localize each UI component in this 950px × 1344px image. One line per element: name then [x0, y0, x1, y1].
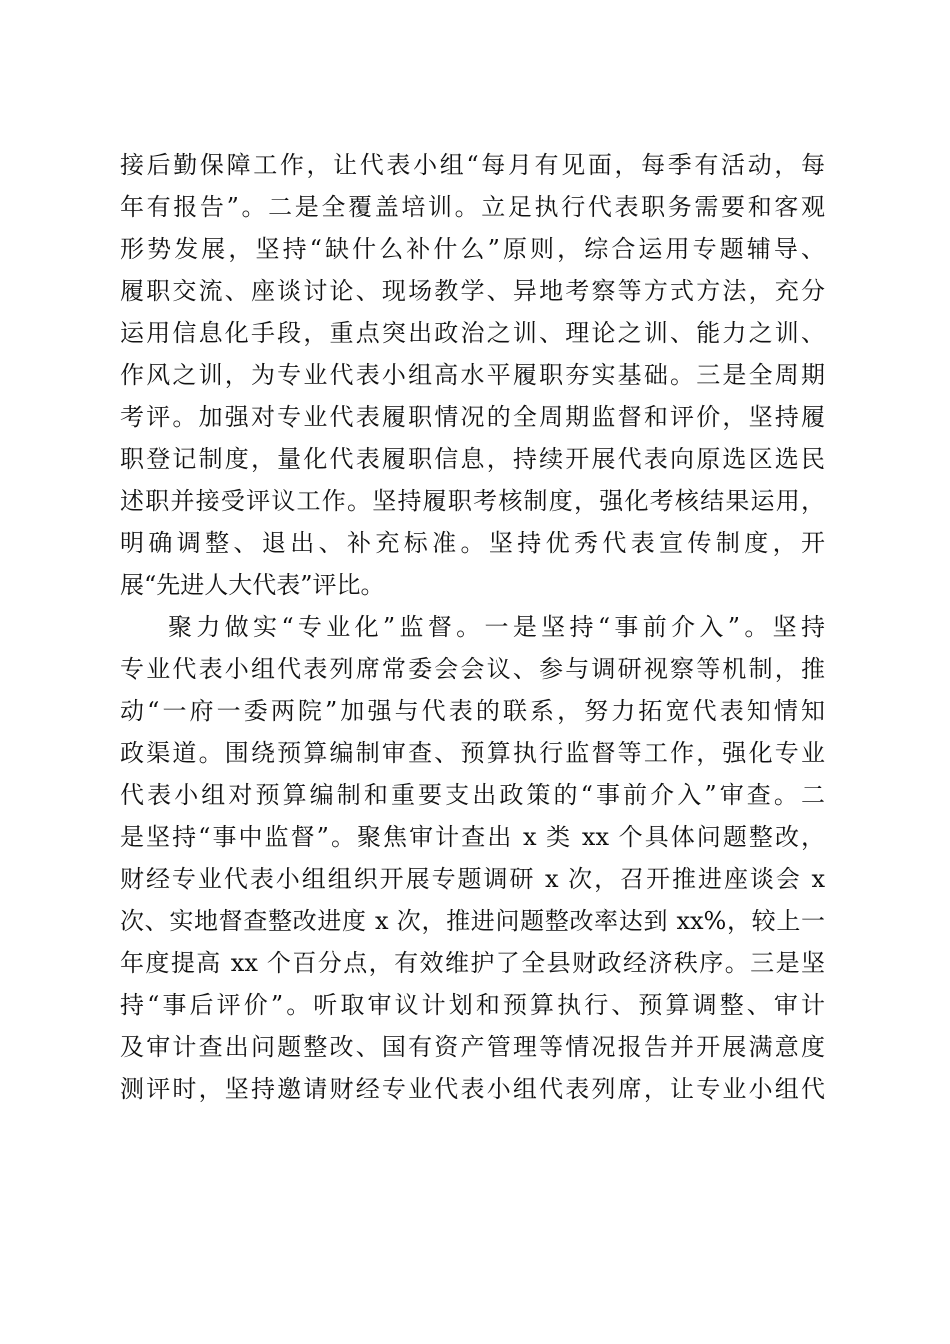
text-line: 是坚持“事中监督”。聚焦审计查出 x 类 xx 个具体问题整改， — [120, 823, 825, 851]
text-line: 次、实地督查整改进度 x 次，推进问题整改率达到 xx%，较上一 — [120, 907, 825, 935]
document-body — [120, 144, 825, 1110]
text-line: 专业代表小组代表列席常委会会议、参与调研视察等机制，推 — [120, 655, 825, 683]
text-line: 展“先进人大代表”评比。 — [120, 571, 385, 599]
text-line: 考评。加强对专业代表履职情况的全周期监督和评价，坚持履 — [120, 403, 825, 431]
text-line: 年有报告”。二是全覆盖培训。立足执行代表职务需要和客观 — [120, 193, 825, 221]
text-line: 持“事后评价”。听取审议计划和预算执行、预算调整、审计 — [120, 991, 825, 1019]
text-line: 代表小组对预算编制和重要支出政策的“事前介入”审查。二 — [120, 781, 825, 809]
text-line: 职登记制度，量化代表履职信息，持续开展代表向原选区选民 — [120, 445, 825, 473]
text-line: 述职并接受评议工作。坚持履职考核制度，强化考核结果运用， — [120, 487, 825, 515]
text-line: 政渠道。围绕预算编制审查、预算执行监督等工作，强化专业 — [120, 739, 825, 767]
text-line: 测评时，坚持邀请财经专业代表小组代表列席，让专业小组代 — [120, 1075, 825, 1103]
paragraph-first-line: 聚力做实“专业化”监督。一是坚持“事前介入”。坚持 — [168, 613, 825, 641]
text-line: 作风之训，为专业代表小组高水平履职夯实基础。三是全周期 — [120, 361, 825, 389]
text-line: 及审计查出问题整改、国有资产管理等情况报告并开展满意度 — [120, 1033, 825, 1061]
text-line: 形势发展，坚持“缺什么补什么”原则，综合运用专题辅导、 — [120, 235, 825, 263]
text-line: 明确调整、退出、补充标准。坚持优秀代表宣传制度，开 — [120, 529, 825, 557]
text-line: 运用信息化手段，重点突出政治之训、理论之训、能力之训、 — [120, 319, 825, 347]
text-line: 年度提高 xx 个百分点，有效维护了全县财政经济秩序。三是坚 — [120, 949, 825, 977]
text-line: 接后勤保障工作，让代表小组“每月有见面，每季有活动，每 — [120, 151, 825, 179]
text-line: 履职交流、座谈讨论、现场教学、异地考察等方式方法，充分 — [120, 277, 825, 305]
text-line: 动“一府一委两院”加强与代表的联系，努力拓宽代表知情知 — [120, 697, 825, 725]
text-line: 财经专业代表小组组织开展专题调研 x 次，召开推进座谈会 x — [120, 865, 825, 893]
